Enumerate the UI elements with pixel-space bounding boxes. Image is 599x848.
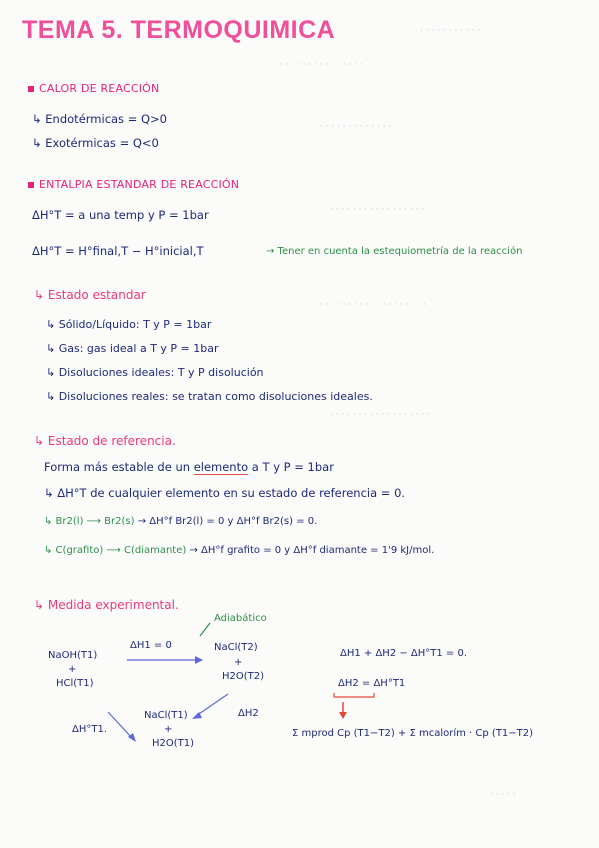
estandar-item: ↳ Gas: gas ideal a T y P = 1bar — [46, 342, 219, 355]
red-down-arrowhead — [339, 712, 347, 719]
referencia-def-post: a T y P = 1bar — [248, 460, 334, 474]
down-left-arrow — [108, 712, 132, 738]
bleed-through-text: · · · · · — [490, 790, 516, 800]
exotermicas-line: ↳ Exotérmicas = Q<0 — [32, 136, 159, 150]
bleed-through-text: · · · · · · · · · · · · · — [320, 122, 392, 132]
entalpia-heading-text: ENTALPIA ESTANDAR DE REACCIÓN — [39, 178, 240, 191]
bottom-nacl-t1: NaCl(T1) — [144, 710, 188, 721]
bracket-mark — [334, 693, 374, 697]
plus-sign: + — [234, 657, 243, 668]
estado-referencia-heading: ↳ Estado de referencia. — [34, 434, 176, 448]
product-h2o-t2: H2O(T2) — [222, 671, 265, 682]
delta-h1-label: ΔH1 = 0 — [130, 640, 172, 651]
page-title: TEMA 5. TERMOQUIMICA — [22, 16, 336, 44]
entalpia-line-1: ΔH°T = a una temp y P = 1bar — [32, 208, 209, 222]
elemento-word: elemento — [193, 460, 249, 474]
bleed-through-text: · · · · · · · · · · · · · · · · · — [330, 205, 425, 215]
down-right-arrow — [196, 694, 228, 716]
bleed-through-text: · · · · · · · · · · · · · · · — [280, 60, 363, 70]
referencia-line-2: ↳ ΔH°T de cualquier elemento en su estado de referencia = 0. — [44, 486, 406, 500]
bleed-through-text: · · · · · · · · · · · · · · · · · · · — [320, 300, 426, 310]
bottom-h2o-t1: H2O(T1) — [152, 738, 195, 749]
bromo-reaction: ↳ Br2(l) ⟶ Br2(s) — [44, 516, 135, 527]
entalpia-line-2: ΔH°T = H°final,T − H°inicial,T — [32, 244, 204, 258]
bromo-enthalpy: → ΔH°f Br2(l) = 0 y ΔH°f Br2(s) = 0. — [137, 516, 318, 527]
delta-ht1-label: ΔH°T1. — [72, 724, 108, 735]
estado-estandar-heading: ↳ Estado estandar — [34, 288, 146, 302]
reactant-hcl: HCl(T1) — [56, 678, 94, 689]
adiabatico-label: Adiabático — [214, 613, 267, 624]
estandar-item: ↳ Disoluciones ideales: T y P disolución — [46, 366, 264, 379]
heat-capacity-eq: Σ mprod Cp (T1−T2) + Σ mcalorím · Cp (T1−T2) — [292, 728, 534, 739]
carbono-reaction: ↳ C(grafito) ⟶ C(diamante) — [44, 545, 187, 556]
energy-balance-eq: ΔH1 + ΔH2 − ΔH°T1 = 0. — [340, 648, 468, 659]
medida-heading: ↳ Medida experimental. — [34, 598, 179, 612]
estandar-item: ↳ Sólido/Líquido: T y P = 1bar — [46, 318, 212, 331]
estandar-item: ↳ Disoluciones reales: se tratan como disoluciones ideales. — [46, 390, 373, 403]
estequiometria-note: → Tener en cuenta la estequiometría de la reacción — [266, 246, 523, 257]
bleed-through-text: · · · · · · · · · · · — [420, 26, 481, 36]
forward-arrowhead — [195, 656, 203, 664]
plus-sign: + — [164, 724, 173, 735]
dh2-equals-eq: ΔH2 = ΔH°T1 — [338, 678, 406, 689]
delta-h2-label: ΔH2 — [238, 708, 259, 719]
plus-sign: + — [68, 664, 77, 675]
reactant-naoh: NaOH(T1) — [48, 650, 98, 661]
adiabatico-arrow — [200, 623, 210, 636]
bleed-through-text: · · · · · · · · · · · · · · · · · · — [330, 410, 431, 420]
endotermicas-line: ↳ Endotérmicas = Q>0 — [32, 112, 168, 126]
calor-heading-text: CALOR DE REACCIÓN — [39, 82, 160, 95]
referencia-def-pre: Forma más estable de un — [44, 460, 194, 474]
carbono-enthalpy: → ΔH°f grafito = 0 y ΔH°f diamante = 1'9 kJ/mol. — [189, 545, 435, 556]
product-nacl-t2: NaCl(T2) — [214, 642, 258, 653]
